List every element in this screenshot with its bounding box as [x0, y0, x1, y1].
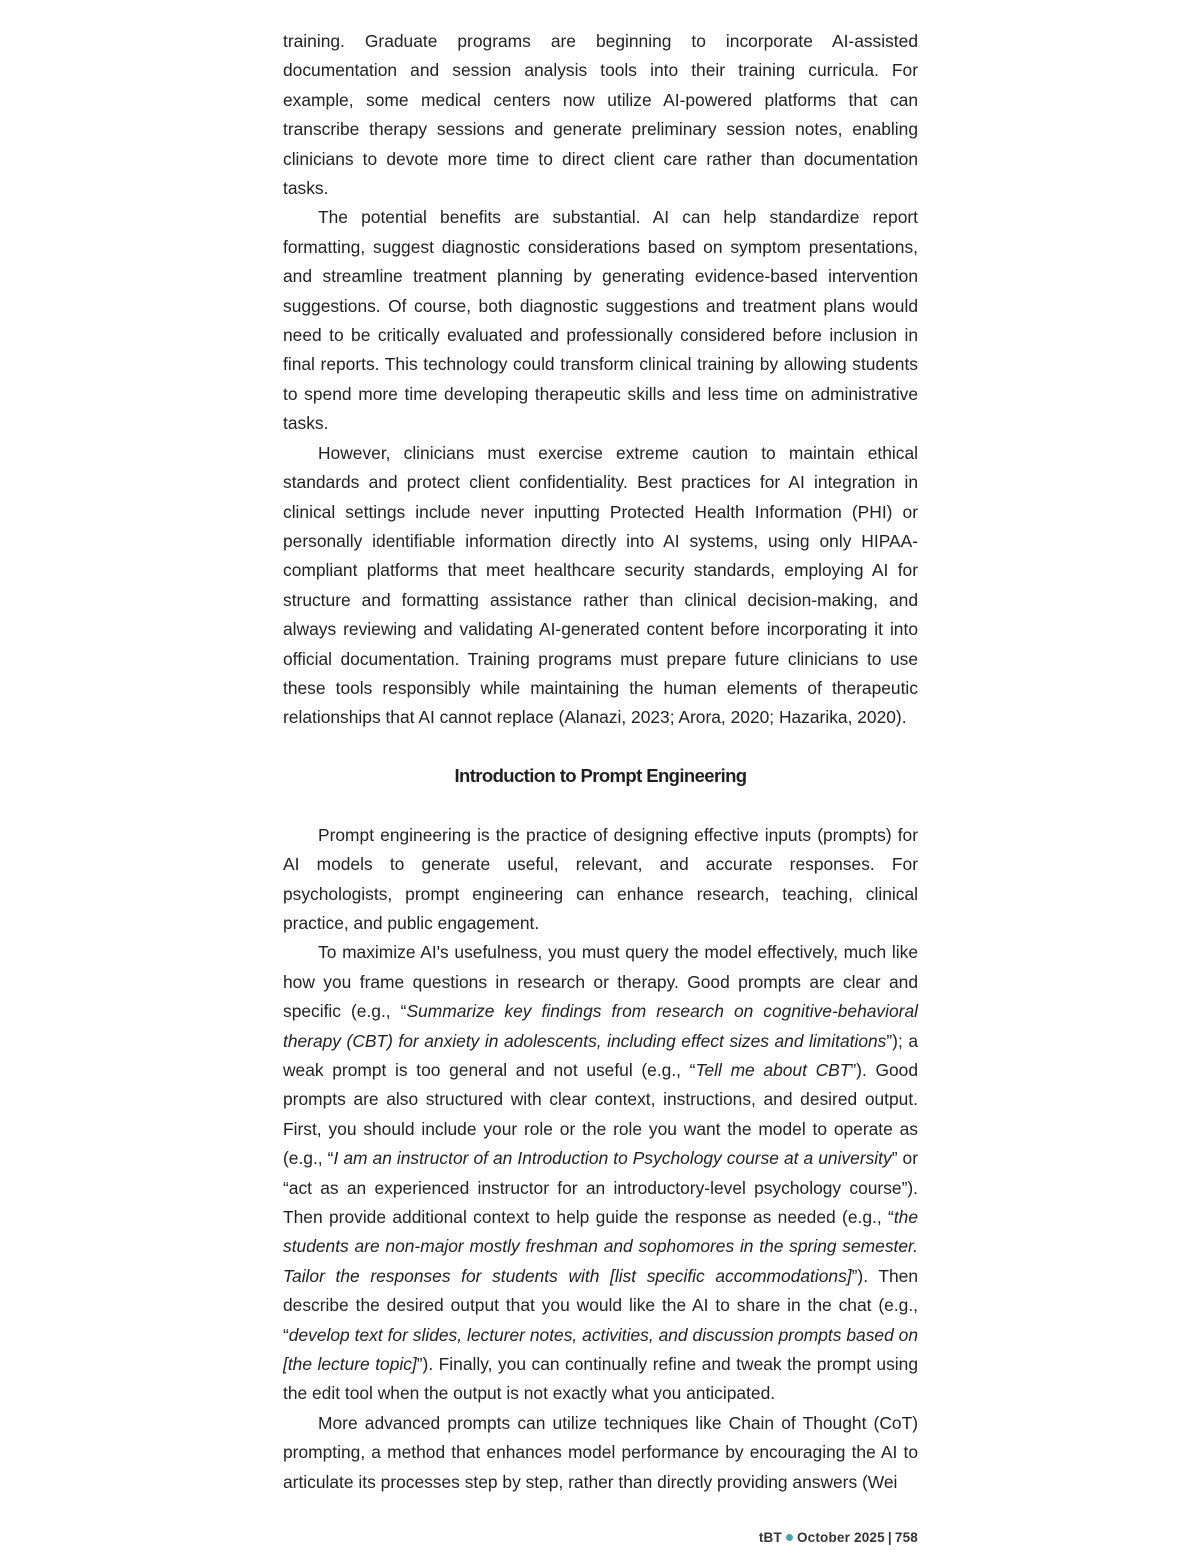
- paragraph-4: Prompt engineering is the practice of designing effective inputs (prompts) for AI models to generate useful, relevant, and accurate responses. For psychologists, prompt engineering can enhance research, teaching, clinical practice, and public engagement.: [283, 824, 918, 933]
- section-heading: Introduction to Prompt Engineering: [454, 764, 747, 786]
- paragraph-5-text-3: ”). Good prompts are also structured with clear context, instructions, and desired output. First, you should include your role or the role you want the model to operate as (e.g., “: [283, 1060, 918, 1169]
- paragraph-1: training. Graduate programs are beginning to incorporate AI-assisted documentation and session analysis tools into their training curricula. For example, some medical centers now utilize AI-powered platforms that can transcribe therapy sessions and generate preliminary session notes, enabling clinicians to devote more time to direct client care rather than documentation tasks.: [283, 31, 918, 199]
- paragraph-5-text-1: To maximize AI's usefulness, you must query the model effectively, much like how you frame questions in research or therapy. Good prompts are clear and specific (e.g., “: [283, 942, 918, 1022]
- paragraph-5-text-4: ” or “act as an experienced instructor for an introductory-level psychology course”). Then provide additional context to help guide the response as needed (e.g., “: [283, 1148, 918, 1228]
- footer-separator: |: [887, 1530, 892, 1545]
- paragraph-6: More advanced prompts can utilize techniques like Chain of Thought (CoT) prompting, a method that enhances model performance by encouraging the AI to articulate its processes step by step, rather than directly providing answers (Wei: [283, 1412, 918, 1492]
- page-body: [283, 27, 918, 1497]
- page-footer: [759, 1530, 918, 1545]
- paragraph-5-text-6: ”). Finally, you can continually refine and tweak the prompt using the edit tool when the output is not exactly what you anticipated.: [283, 1354, 918, 1404]
- paragraph-5: [283, 938, 918, 1409]
- paragraph-5-example-context: the students are non-major mostly freshman and sophomores in the spring semester. Tailor the responses for students with [list specific accommodations]: [283, 1207, 918, 1286]
- issue-date: October 2025: [796, 1530, 885, 1545]
- paragraph-2: The potential benefits are substantial. AI can help standardize report formatting, suggest diagnostic considerations based on symptom presentations, and streamline treatment planning by generating evidence-based intervention suggestions. Of course, both diagnostic suggestions and treatment plans would need to be critically evaluated and professionally considered before inclusion in final reports. This technology could transform clinical training by allowing students to spend more time developing therapeutic skills and less time on administrative tasks.: [283, 207, 918, 434]
- paragraph-3: However, clinicians must exercise extreme caution to maintain ethical standards and protect client confidentiality. Best practices for AI integration in clinical settings include never inputting Protected Health Information (PHI) or personally identifiable information directly into AI systems, using only HIPAA-compliant platforms that meet healthcare security standards, employing AI for structure and formatting assistance rather than clinical decision-making, and always reviewing and validating AI-generated content before incorporating it into official documentation. Training programs must prepare future clinicians to use these tools responsibly while maintaining the human elements of therapeutic relationships that AI cannot replace (Alanazi, 2023; Arora, 2020; Hazarika, 2020).: [283, 442, 918, 728]
- paragraph-5-example-good-prompt: Summarize key findings from research on cognitive-behavioral therapy (CBT) for anxiety in adolescents, including effect sizes and limitations: [283, 1001, 918, 1051]
- paragraph-5-example-role: I am an instructor of an Introduction to Psychology course at a university: [333, 1148, 892, 1169]
- journal-name: tBT: [758, 1530, 782, 1545]
- paragraph-5-example-weak-prompt: Tell me about CBT: [695, 1060, 851, 1080]
- page-number: 758: [894, 1530, 918, 1545]
- paragraph-5-text-2: ”); a weak prompt is too general and not useful (e.g., “: [283, 1030, 918, 1080]
- paragraph-5-example-output: develop text for slides, lecturer notes, activities, and discussion prompts based on [the lecture topic]: [283, 1324, 918, 1375]
- paragraph-5-text-5: ”). Then describe the desired output that you would like the AI to share in the chat (e.g., “: [283, 1265, 919, 1345]
- bullet-dot-icon: [786, 1534, 793, 1541]
